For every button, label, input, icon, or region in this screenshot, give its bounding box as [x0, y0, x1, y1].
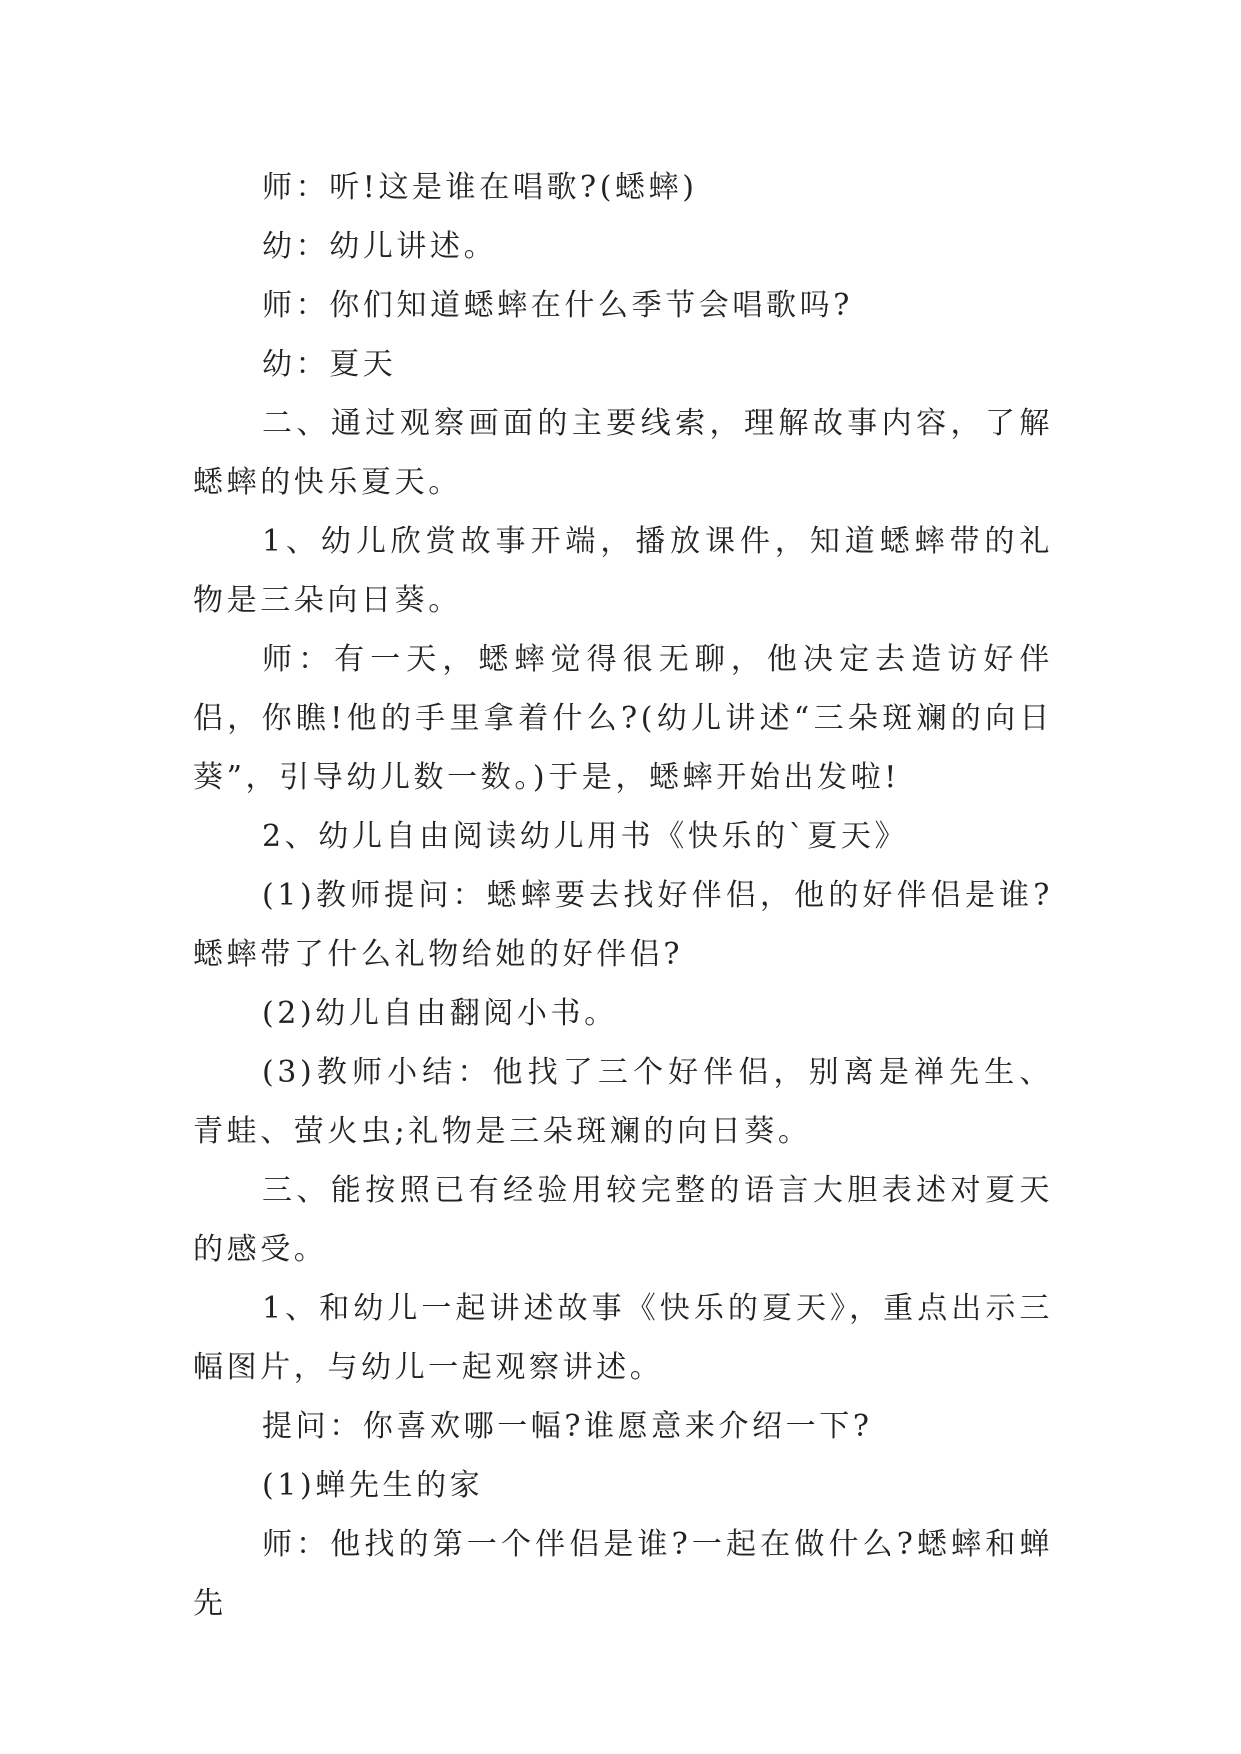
paragraph-11: (3)教师小结：他找了三个好伴侣，别离是禅先生、青蛙、萤火虫;礼物是三朵斑斓的向日葵。 — [193, 1055, 1053, 1149]
paragraph-2: 幼：幼儿讲述。 — [262, 229, 498, 264]
paragraph-3: 师：你们知道蟋蟀在什么季节会唱歌吗? — [262, 288, 853, 323]
paragraph-6: 1、幼儿欣赏故事开端，播放课件，知道蟋蟀带的礼物是三朵向日葵。 — [193, 524, 1053, 618]
paragraph-8: 2、幼儿自由阅读幼儿用书《快乐的`夏天》 — [262, 819, 909, 854]
paragraph-9: (1)教师提问：蟋蟀要去找好伴侣，他的好伴侣是谁?蟋蟀带了什么礼物给她的好伴侣? — [193, 878, 1053, 972]
paragraph-12: 三、能按照已有经验用较完整的语言大胆表述对夏天的感受。 — [193, 1173, 1053, 1267]
paragraph-7: 师：有一天，蟋蟀觉得很无聊，他决定去造访好伴侣，你瞧!他的手里拿着什么?(幼儿讲述“三朵斑斓的向日葵”，引导幼儿数一数。)于是，蟋蟀开始出发啦! — [193, 642, 1053, 795]
paragraph-16: 师：他找的第一个伴侣是谁?一起在做什么?蟋蟀和蝉先 — [193, 1527, 1053, 1621]
paragraph-1: 师：听!这是谁在唱歌?(蟋蟀) — [262, 170, 698, 205]
paragraph-15: (1)蝉先生的家 — [262, 1468, 484, 1503]
document-body — [193, 158, 1053, 1633]
paragraph-5: 二、通过观察画面的主要线索，理解故事内容，了解蟋蟀的快乐夏天。 — [193, 406, 1053, 500]
paragraph-4: 幼：夏天 — [262, 347, 397, 382]
paragraph-13: 1、和幼儿一起讲述故事《快乐的夏天》，重点出示三幅图片，与幼儿一起观察讲述。 — [193, 1291, 1053, 1385]
paragraph-10: (2)幼儿自由翻阅小书。 — [262, 996, 618, 1031]
paragraph-14: 提问：你喜欢哪一幅?谁愿意来介绍一下? — [262, 1409, 873, 1444]
